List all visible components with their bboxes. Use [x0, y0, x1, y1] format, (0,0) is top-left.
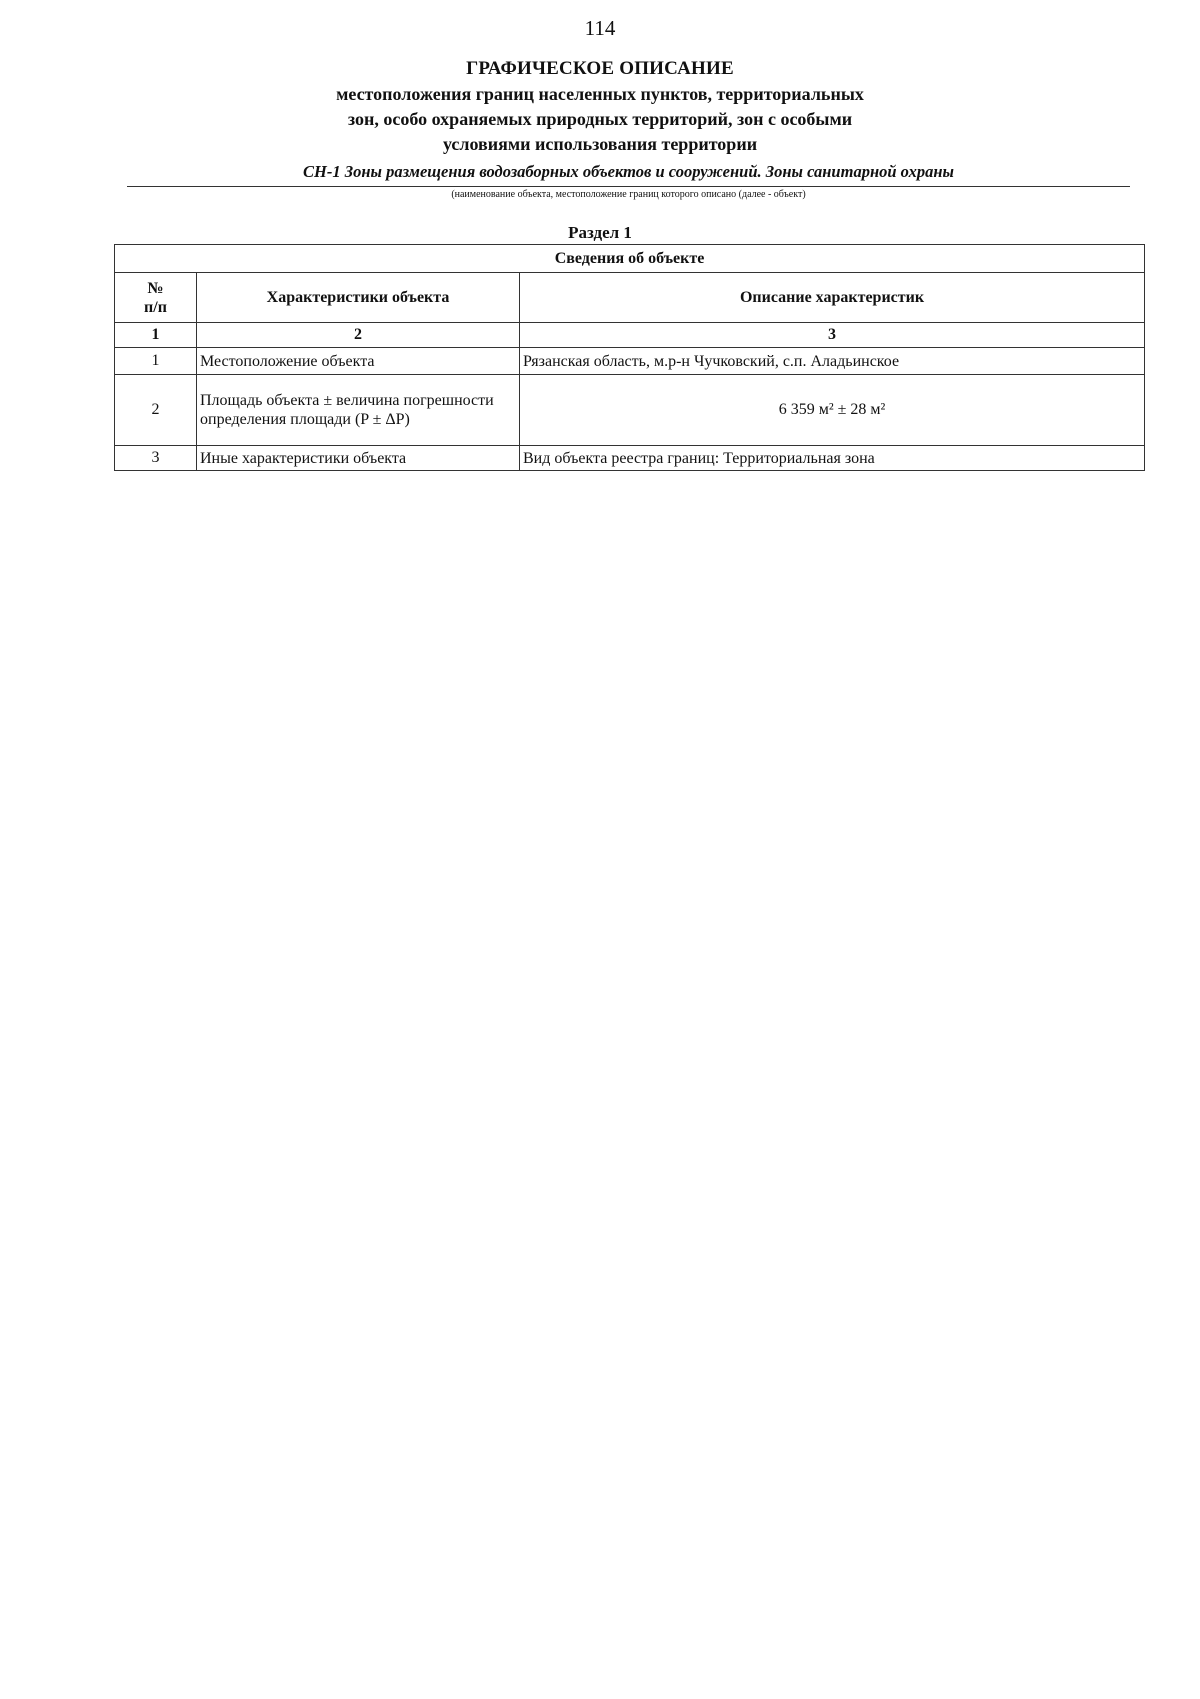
object-name: СН-1 Зоны размещения водозаборных объектов и сооружений. Зоны санитарной охраны: [127, 161, 1130, 187]
row-number: 2: [115, 375, 197, 446]
table-row: [115, 375, 1145, 446]
header-number-line1: №: [147, 279, 164, 297]
table-row: [115, 446, 1145, 471]
table-caption-row: [115, 245, 1145, 273]
row-description: Рязанская область, м.р-н Чучковский, с.п. Аладьинское: [520, 348, 1145, 375]
object-info-table: [114, 244, 1145, 471]
row-number: 1: [115, 348, 197, 375]
object-name-block: [127, 161, 1130, 202]
subtitle-line-2: зон, особо охраняемых природных территорий, зон с особыми: [347, 109, 853, 129]
object-name-caption: (наименование объекта, местоположение границ которого описано (далее - объект): [451, 189, 806, 200]
header-number-line2: п/п: [144, 298, 167, 316]
column-number-row: [115, 323, 1145, 348]
table-header-row: [115, 273, 1145, 323]
document-heading: [0, 56, 1200, 157]
row-characteristic: Площадь объекта ± величина погрешности определения площади (P ± ΔP): [197, 375, 520, 446]
subtitle-line-1: местоположения границ населенных пунктов, территориальных: [336, 84, 864, 104]
subtitle-line-3: условиями использования территории: [442, 134, 758, 154]
column-number-3: 3: [520, 323, 1145, 348]
table-row: [115, 348, 1145, 375]
column-number-1: 1: [115, 323, 197, 348]
column-number-2: 2: [197, 323, 520, 348]
section-title: Раздел 1: [568, 223, 632, 242]
header-description: Описание характеристик: [520, 273, 1145, 323]
row-characteristic: Иные характеристики объекта: [197, 446, 520, 471]
row-description: Вид объекта реестра границ: Территориальная зона: [520, 446, 1145, 471]
header-number: [115, 273, 197, 323]
table-caption: Сведения об объекте: [115, 245, 1145, 273]
header-characteristics: Характеристики объекта: [197, 273, 520, 323]
document-title: ГРАФИЧЕСКОЕ ОПИСАНИЕ: [466, 58, 734, 79]
row-description: 6 359 м² ± 28 м²: [520, 375, 1145, 446]
row-number: 3: [115, 446, 197, 471]
row-characteristic: Местоположение объекта: [197, 348, 520, 375]
page-number: 114: [584, 16, 616, 40]
